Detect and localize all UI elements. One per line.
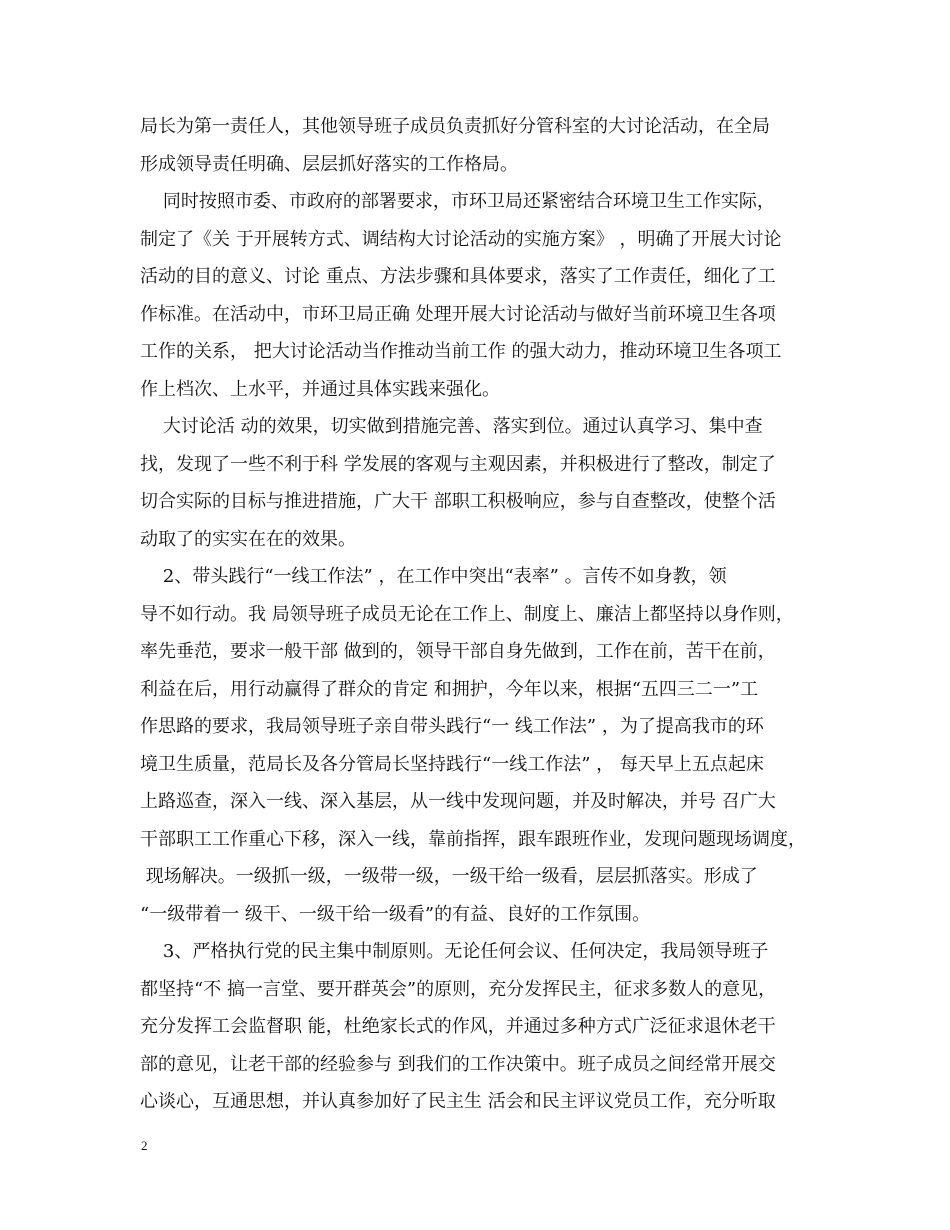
text-line: 3、严格执行党的民主集中制原则。无论任何会议、任何决定，我局领导班子 bbox=[140, 941, 769, 962]
text-line: 制定了《关 于开展转方式、调结构大讨论活动的实施方案》 ，明确了开展大讨论 bbox=[140, 228, 782, 250]
text-line: 心谈心，互通思想，并认真参加好了民主生 活会和民主评议党员工作，充分听取 bbox=[140, 1091, 776, 1112]
text-line: 形成领导责任明确、层层抓好落实的工作格局。 bbox=[140, 153, 518, 175]
text-line: 上路巡查，深入一线、深入基层，从一线中发现问题，并及时解决，并号 召广大 bbox=[140, 791, 776, 812]
text-line: 作上档次、上水平，并通过具体实践来强化。 bbox=[140, 378, 500, 400]
body-text bbox=[140, 108, 820, 1121]
text-line: “一级带着一 级干、一级干给一级看”的有益、良好的工作氛围。 bbox=[140, 903, 651, 925]
text-line: 作思路的要求，我局领导班子亲自带头践行“一 线工作法” ，为了提高我市的环 bbox=[140, 716, 764, 737]
text-line: 利益在后，用行动赢得了群众的肯定 和拥护，今年以来，根据“五四三二一”工 bbox=[140, 678, 759, 700]
page-number: 2 bbox=[141, 1138, 148, 1153]
text-line: 干部职工工作重心下移，深入一线，靠前指挥，跟车跟班作业，发现问题现场调度， bbox=[140, 828, 806, 850]
text-line: 作标准。在活动中，市环卫局正确 处理开展大讨论活动与做好当前环境卫生各项 bbox=[140, 303, 776, 325]
text-line: 导不如行动。我 局领导班子成员无论在工作上、制度上、廉洁上都坚持以身作则， bbox=[140, 603, 794, 625]
text-line: 动取了的实实在在的效果。 bbox=[140, 528, 356, 550]
text-line: 局长为第一责任人，其他领导班子成员负责抓好分管科室的大讨论活动，在全局 bbox=[140, 116, 770, 137]
text-line: 工作的关系， 把大讨论活动当作推动当前工作 的强大动力，推动环境卫生各项工 bbox=[140, 341, 782, 362]
text-line: 同时按照市委、市政府的部署要求，市环卫局还紧密结合环境卫生工作实际， bbox=[140, 191, 775, 212]
text-line: 率先垂范，要求一般干部 做到的，领导干部自身先做到，工作在前，苦干在前， bbox=[140, 641, 776, 662]
text-line: 切合实际的目标与推进措施，广大干 部职工积极响应，参与自查整改，使整个活 bbox=[140, 491, 776, 512]
text-line: 部的意见，让老干部的经验参与 到我们的工作决策中。班子成员之间经常开展交 bbox=[140, 1053, 776, 1075]
text-line: 找，发现了一些不利于科 学发展的客观与主观因素，并积极进行了整改，制定了 bbox=[140, 453, 776, 475]
text-line: 现场解决。一级抓一级，一级带一级，一级干给一级看，层层抓落实。形成了 bbox=[140, 866, 758, 887]
text-line: 2、带头践行“一线工作法” ，在工作中突出“表率” 。言传不如身教，领 bbox=[140, 566, 727, 587]
text-line: 充分发挥工会监督职 能，杜绝家长式的作风，并通过多种方式广泛征求退休老干 bbox=[140, 1016, 776, 1037]
text-line: 都坚持“不 搞一言堂、要开群英会”的原则，充分发挥民主，征求多数人的意见， bbox=[140, 978, 777, 1000]
text-line: 境卫生质量，范局长及各分管局长坚持践行“一线工作法” ， 每天早上五点起床 bbox=[140, 753, 764, 775]
text-line: 活动的目的意义、讨论 重点、方法步骤和具体要求，落实了工作责任，细化了工 bbox=[140, 266, 776, 287]
text-line: 大讨论活 动的效果，切实做到措施完善、落实到位。通过认真学习、集中查 bbox=[140, 416, 763, 437]
